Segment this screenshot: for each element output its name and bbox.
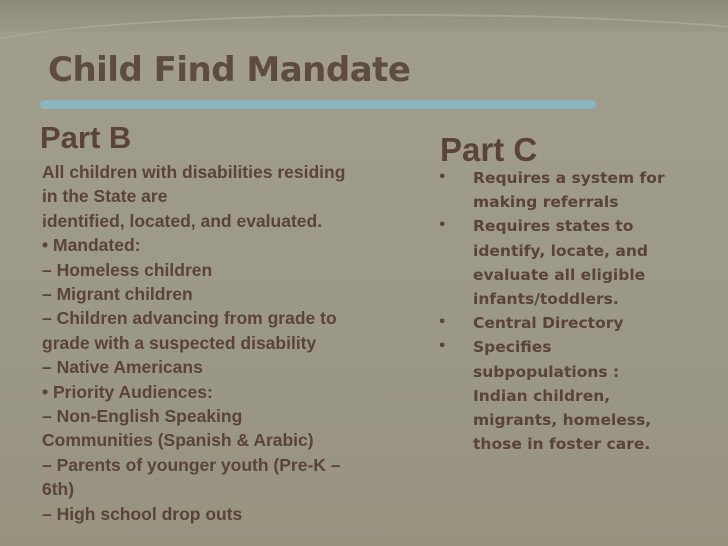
part-b-line: identified, located, and evaluated.: [42, 210, 323, 231]
part-b-line: – Homeless children: [42, 259, 213, 280]
part-b-line: in the State are: [42, 186, 168, 207]
bullet-icon: •: [438, 315, 447, 331]
part-b-heading: Part B: [40, 120, 132, 155]
part-c-line: evaluate all eligible: [473, 265, 646, 284]
bullet-icon: •: [438, 170, 447, 185]
slide-title: Child Find Mandate: [48, 50, 411, 90]
part-c-list: [438, 166, 718, 456]
part-b-line: – Native Americans: [42, 357, 203, 378]
part-c-item: [438, 335, 718, 456]
part-c-line: Requires a system for: [473, 169, 665, 187]
part-c-item: [438, 311, 718, 335]
part-b-line: – High school drop outs: [42, 503, 243, 524]
part-c-line: Specifies: [473, 338, 552, 357]
part-b-body: [42, 160, 392, 526]
part-c-line: infants/toddlers.: [473, 290, 619, 309]
part-c-line: identify, locate, and: [473, 241, 649, 260]
title-underline: [40, 100, 596, 109]
part-b-line: – Non-English Speaking: [42, 406, 243, 427]
part-c-line: migrants, homeless,: [473, 411, 652, 430]
part-b-line: • Priority Audiences:: [42, 381, 213, 402]
bullet-icon: •: [438, 218, 447, 234]
part-c-line: making referrals: [473, 193, 619, 212]
part-b-line: Communities (Spanish & Arabic): [42, 430, 314, 451]
part-b-line: – Parents of younger youth (Pre-K –: [42, 454, 341, 475]
part-b-line: All children with disabilities residing: [42, 162, 346, 182]
part-b-line: – Children advancing from grade to: [42, 308, 337, 329]
part-b-line: • Mandated:: [42, 235, 141, 256]
bullet-icon: •: [438, 339, 447, 355]
part-c-line: Requires states to: [473, 217, 634, 236]
part-b-line: 6th): [42, 479, 75, 500]
part-b-line: grade with a suspected disability: [42, 332, 317, 353]
part-c-line: Indian children,: [473, 386, 611, 405]
part-c-line: Central Directory: [473, 314, 624, 333]
part-b-line: – Migrant children: [42, 284, 193, 305]
part-c-item: [438, 214, 718, 311]
part-c-line: those in foster care.: [473, 435, 651, 454]
part-c-item: [438, 166, 718, 214]
part-c-heading: Part C: [440, 131, 538, 168]
part-c-line: subpopulations :: [473, 362, 620, 381]
